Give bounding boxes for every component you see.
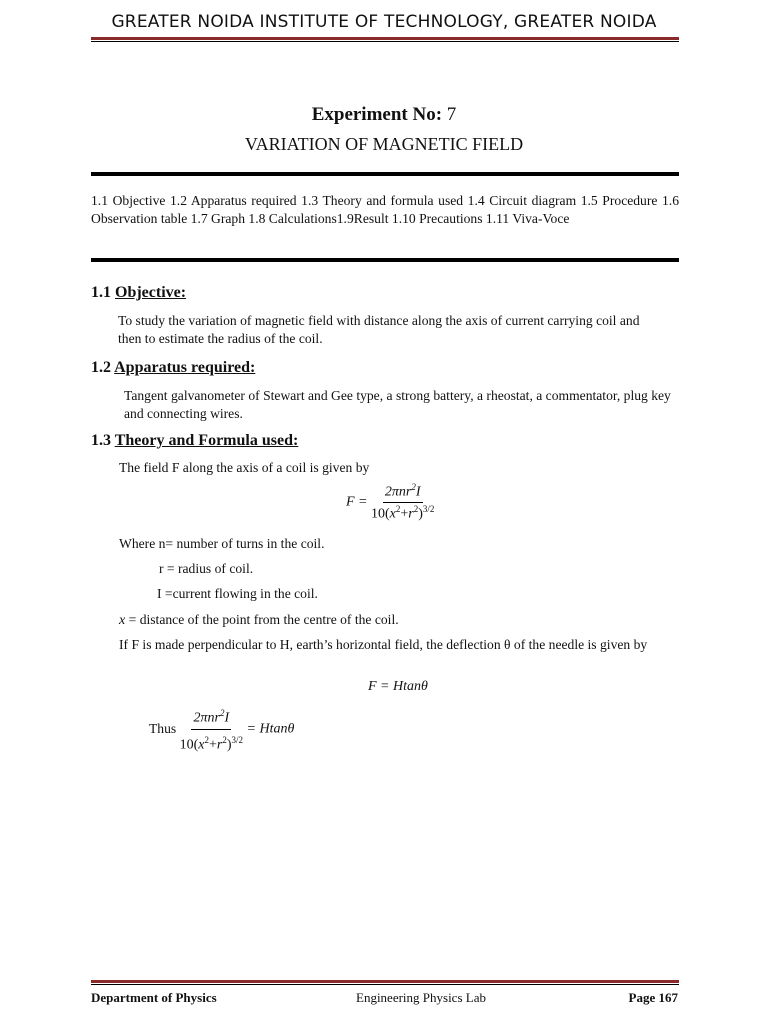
experiment-number-value: 7 bbox=[446, 104, 457, 125]
combined-formula: $\frac{2\pi nr^2I}{10(x^2+r^2)^{3/2}}$ = Htanθ bbox=[180, 704, 295, 754]
definition-n: Where n= number of turns in the coil. bbox=[119, 536, 325, 551]
theory-heading bbox=[91, 432, 298, 450]
footer-department: Department of Physics bbox=[91, 990, 217, 1005]
objective-title: Objective: bbox=[115, 284, 187, 301]
objective-number: 1.1 bbox=[91, 284, 111, 301]
institute-header: GREATER NOIDA INSTITUTE OF TECHNOLOGY, GREATER NOIDA bbox=[111, 12, 657, 32]
objective-heading bbox=[91, 284, 186, 302]
thus-label: Thus bbox=[149, 721, 177, 737]
apparatus-number: 1.2 bbox=[91, 359, 111, 376]
apparatus-title: Apparatus required: bbox=[114, 359, 256, 376]
header-rule-thin bbox=[91, 41, 679, 42]
title-rule bbox=[91, 172, 679, 176]
apparatus-text: Tangent galvanometer of Stewart and Gee type, a strong battery, a rheostat, a commentator, plug key and connecting wires. bbox=[124, 388, 671, 421]
toc-rule bbox=[91, 258, 679, 262]
footer-rule bbox=[91, 980, 679, 983]
definition-r: r = radius of coil. bbox=[159, 561, 254, 576]
header-rule bbox=[91, 37, 679, 40]
experiment-label: Experiment No: bbox=[311, 104, 443, 125]
definition-x bbox=[119, 611, 399, 630]
footer-page-number: Page 167 bbox=[628, 990, 678, 1005]
theory-number: 1.3 bbox=[91, 432, 111, 449]
thus-formula bbox=[149, 704, 294, 754]
theory-title: Theory and Formula used: bbox=[114, 432, 299, 449]
tangent-formula: F = Htanθ bbox=[368, 679, 428, 694]
footer-course: Engineering Physics Lab bbox=[356, 990, 486, 1005]
x-symbol: x bbox=[119, 613, 126, 628]
objective-text: To study the variation of magnetic field with distance along the axis of current carrying coil and then to estimate the radius of the coil. bbox=[118, 313, 640, 346]
field-formula: F = $\frac{2\pi nr^2I}{10(x^2+r^2)^{3/2}}$ bbox=[346, 482, 435, 522]
experiment-title: VARIATION OF MAGNETIC FIELD bbox=[244, 134, 524, 154]
perpendicular-text: If F is made perpendicular to H, earth’s horizontal field, the deflection θ of the needle is given by bbox=[119, 637, 648, 652]
table-of-contents: 1.1 Objective 1.2 Apparatus required 1.3 Theory and formula used 1.4 Circuit diagram 1.5 Procedure 1.6 Observation table 1.7 Graph 1.8 Calculations1.9Result 1.10 Precautions 1.11 Viva-Voce bbox=[91, 193, 679, 226]
definition-i: I =current flowing in the coil. bbox=[157, 586, 318, 601]
apparatus-heading bbox=[91, 359, 255, 377]
definition-x-text: = distance of the point from the centre of the coil. bbox=[128, 612, 399, 627]
footer-rule-thin bbox=[91, 984, 679, 985]
theory-intro: The field F along the axis of a coil is given by bbox=[119, 460, 370, 475]
experiment-number bbox=[0, 104, 768, 126]
